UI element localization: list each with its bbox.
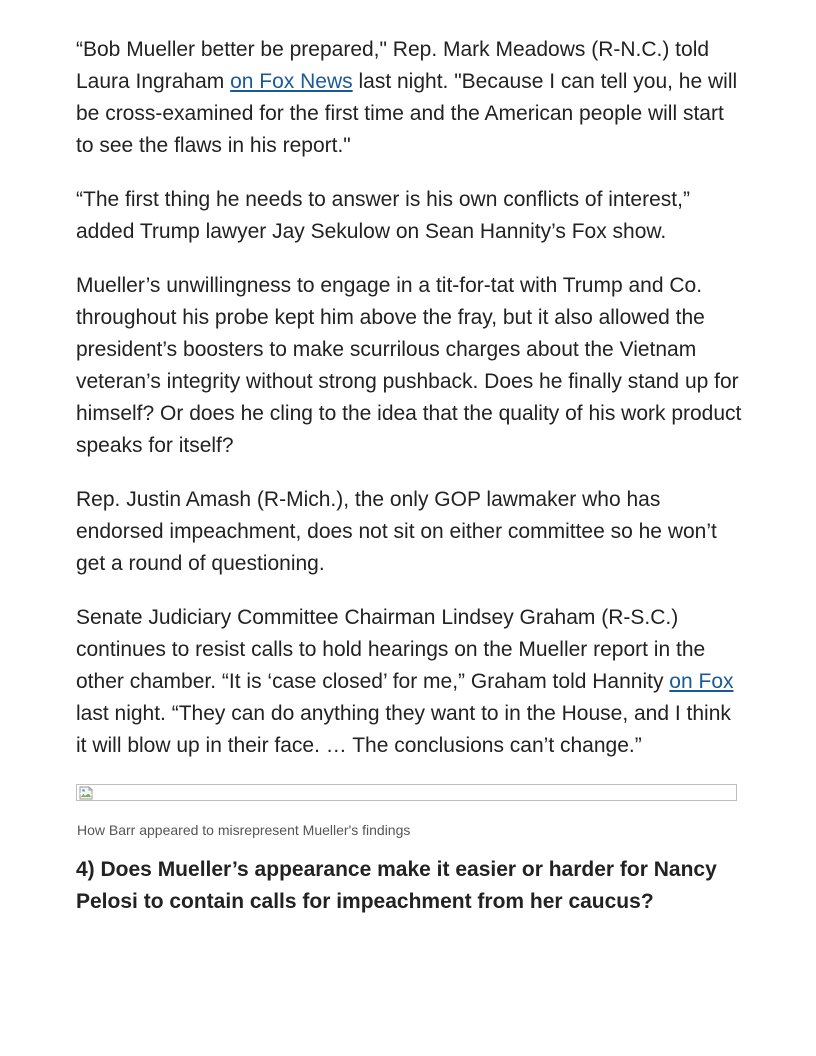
paragraph bbox=[76, 484, 744, 580]
paragraph-text: Rep. Justin Amash (R-Mich.), the only GOP lawmaker who has endorsed impeachment, does not sit on either committee so he won’t get a round of questioning. bbox=[76, 488, 717, 575]
paragraph-text: Mueller’s unwillingness to engage in a tit-for-tat with Trump and Co. throughout his probe kept him above the fray, but it also allowed the president’s boosters to make scurrilous charges about the Vietnam veteran’s integrity without strong pushback. Does he finally stand up for himself? Or does he cling to the idea that the quality of his work product speaks for itself? bbox=[76, 274, 742, 457]
article-body bbox=[76, 34, 744, 918]
paragraph bbox=[76, 602, 744, 762]
paragraph-text: last night. "Because I can tell you, he will be cross-examined for the first time and the American people will start to see the flaws in his report." bbox=[76, 70, 738, 157]
paragraph-text: “Bob Mueller better be prepared," Rep. Mark Meadows (R-N.C.) told Laura Ingraham bbox=[76, 38, 710, 93]
article-image bbox=[76, 784, 737, 801]
broken-image-icon bbox=[79, 786, 93, 800]
paragraph bbox=[76, 184, 744, 248]
inline-link[interactable]: on Fox News bbox=[230, 70, 353, 93]
inline-link[interactable]: on Fox bbox=[669, 670, 734, 693]
paragraph-text: last night. “They can do anything they want to in the House, and I think it will blow up in their face. … The conclusions can’t change.” bbox=[76, 702, 731, 757]
paragraph-text: “The first thing he needs to answer is his own conflicts of interest,” added Trump lawyer Jay Sekulow on Sean Hannity’s Fox show. bbox=[76, 188, 690, 243]
image-caption: How Barr appeared to misrepresent Mueller's findings bbox=[77, 822, 411, 838]
paragraph bbox=[76, 270, 744, 462]
paragraphs bbox=[76, 34, 744, 762]
figure bbox=[76, 784, 744, 839]
paragraph-text: Senate Judiciary Committee Chairman Lindsey Graham (R-S.C.) continues to resist calls to hold hearings on the Mueller report in the other chamber. “It is ‘case closed’ for me,” Graham told Hannity bbox=[76, 606, 706, 693]
paragraph bbox=[76, 34, 744, 162]
section-heading: 4) Does Mueller’s appearance make it easier or harder for Nancy Pelosi to contain calls for impeachment from her caucus? bbox=[76, 858, 717, 913]
